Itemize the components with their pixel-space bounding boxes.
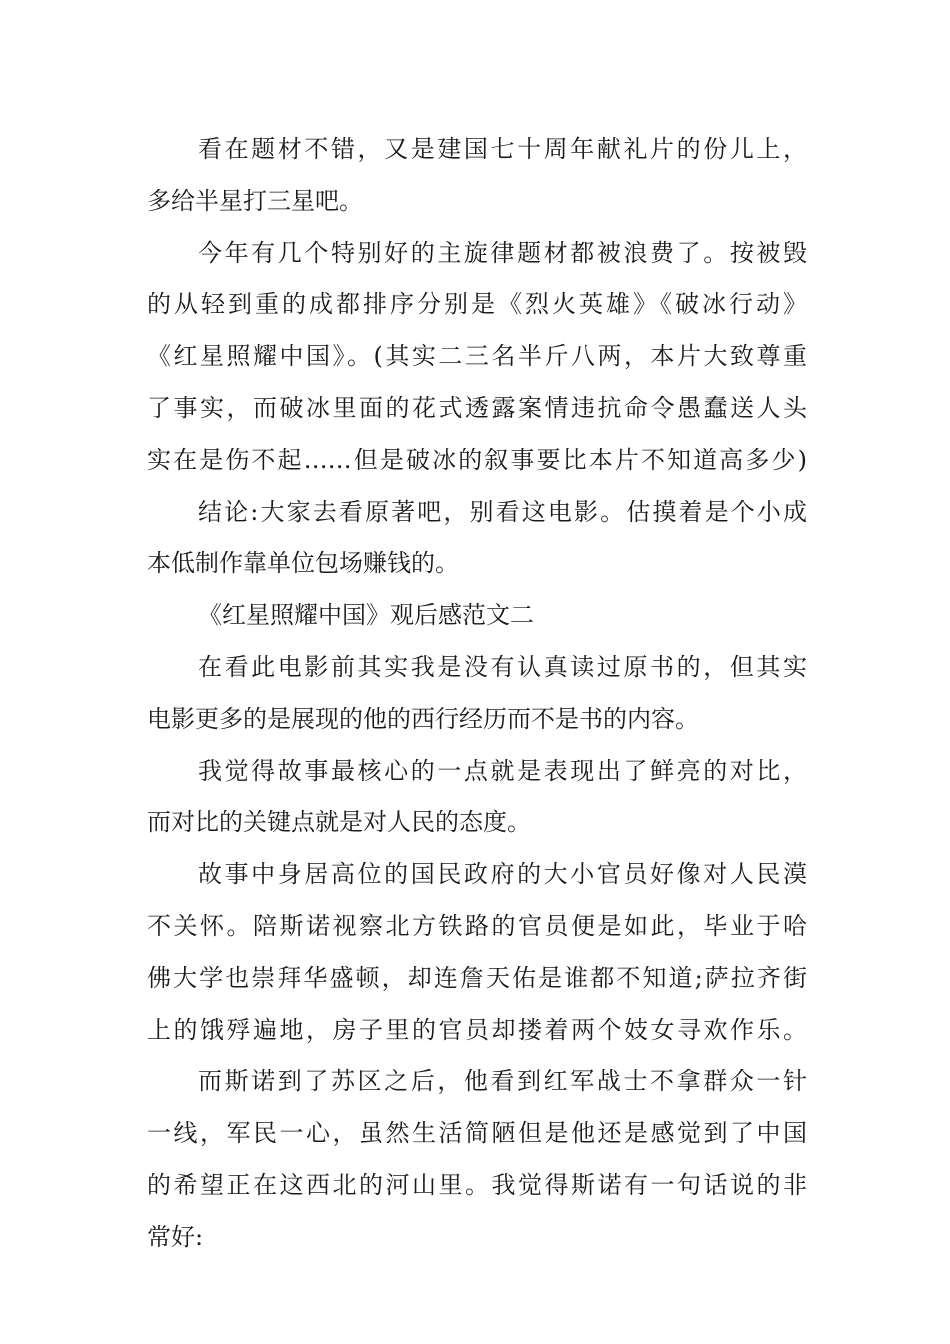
text-line: 在看此电影前其实我是没有认真读过原书的，但其实 <box>198 652 807 681</box>
text-line: 的希望正在这西北的河山里。我觉得斯诺有一句话说的非 <box>147 1170 807 1199</box>
text-line: 今年有几个特别好的主旋律题材都被浪费了。按被毁 <box>198 238 807 267</box>
text-line: 多给半星打三星吧。 <box>147 186 363 215</box>
section-heading: 《红星照耀中国》观后感范文二 <box>198 601 534 630</box>
text-line: 故事中身居高位的国民政府的大小官员好像对人民漠 <box>198 860 807 889</box>
document-body <box>147 124 807 1264</box>
text-line: 上的饿殍遍地，房子里的官员却搂着两个妓女寻欢作乐。 <box>147 1015 807 1044</box>
text-line: 一线，军民一心，虽然生活简陋但是他还是感觉到了中国 <box>147 1119 807 1148</box>
text-line: 不关怀。陪斯诺视察北方铁路的官员便是如此，毕业于哈 <box>147 911 807 940</box>
text-line: 的从轻到重的成都排序分别是《烈火英雄》《破冰行动》 <box>147 290 807 319</box>
text-line: 《红星照耀中国》。(其实二三名半斤八两，本片大致尊重 <box>147 342 807 371</box>
text-line: 本低制作靠单位包场赚钱的。 <box>147 549 459 578</box>
text-line: 了事实，而破冰里面的花式透露案情违抗命令愚蠢送人头 <box>147 393 807 422</box>
text-line: 而斯诺到了苏区之后，他看到红军战士不拿群众一针 <box>198 1067 807 1096</box>
text-line: 看在题材不错，又是建国七十周年献礼片的份儿上， <box>198 135 807 163</box>
text-line: 电影更多的是展现的他的西行经历而不是书的内容。 <box>147 704 699 733</box>
text-line: 结论:大家去看原著吧，别看这电影。估摸着是个小成 <box>198 497 807 526</box>
text-line: 常好: <box>147 1222 204 1251</box>
text-line: 实在是伤不起……但是破冰的叙事要比本片不知道高多少) <box>147 445 807 474</box>
text-line: 而对比的关键点就是对人民的态度。 <box>147 808 531 837</box>
text-line: 佛大学也崇拜华盛顿，却连詹天佑是谁都不知道;萨拉齐街 <box>147 963 807 992</box>
text-line: 我觉得故事最核心的一点就是表现出了鲜亮的对比， <box>198 756 807 785</box>
